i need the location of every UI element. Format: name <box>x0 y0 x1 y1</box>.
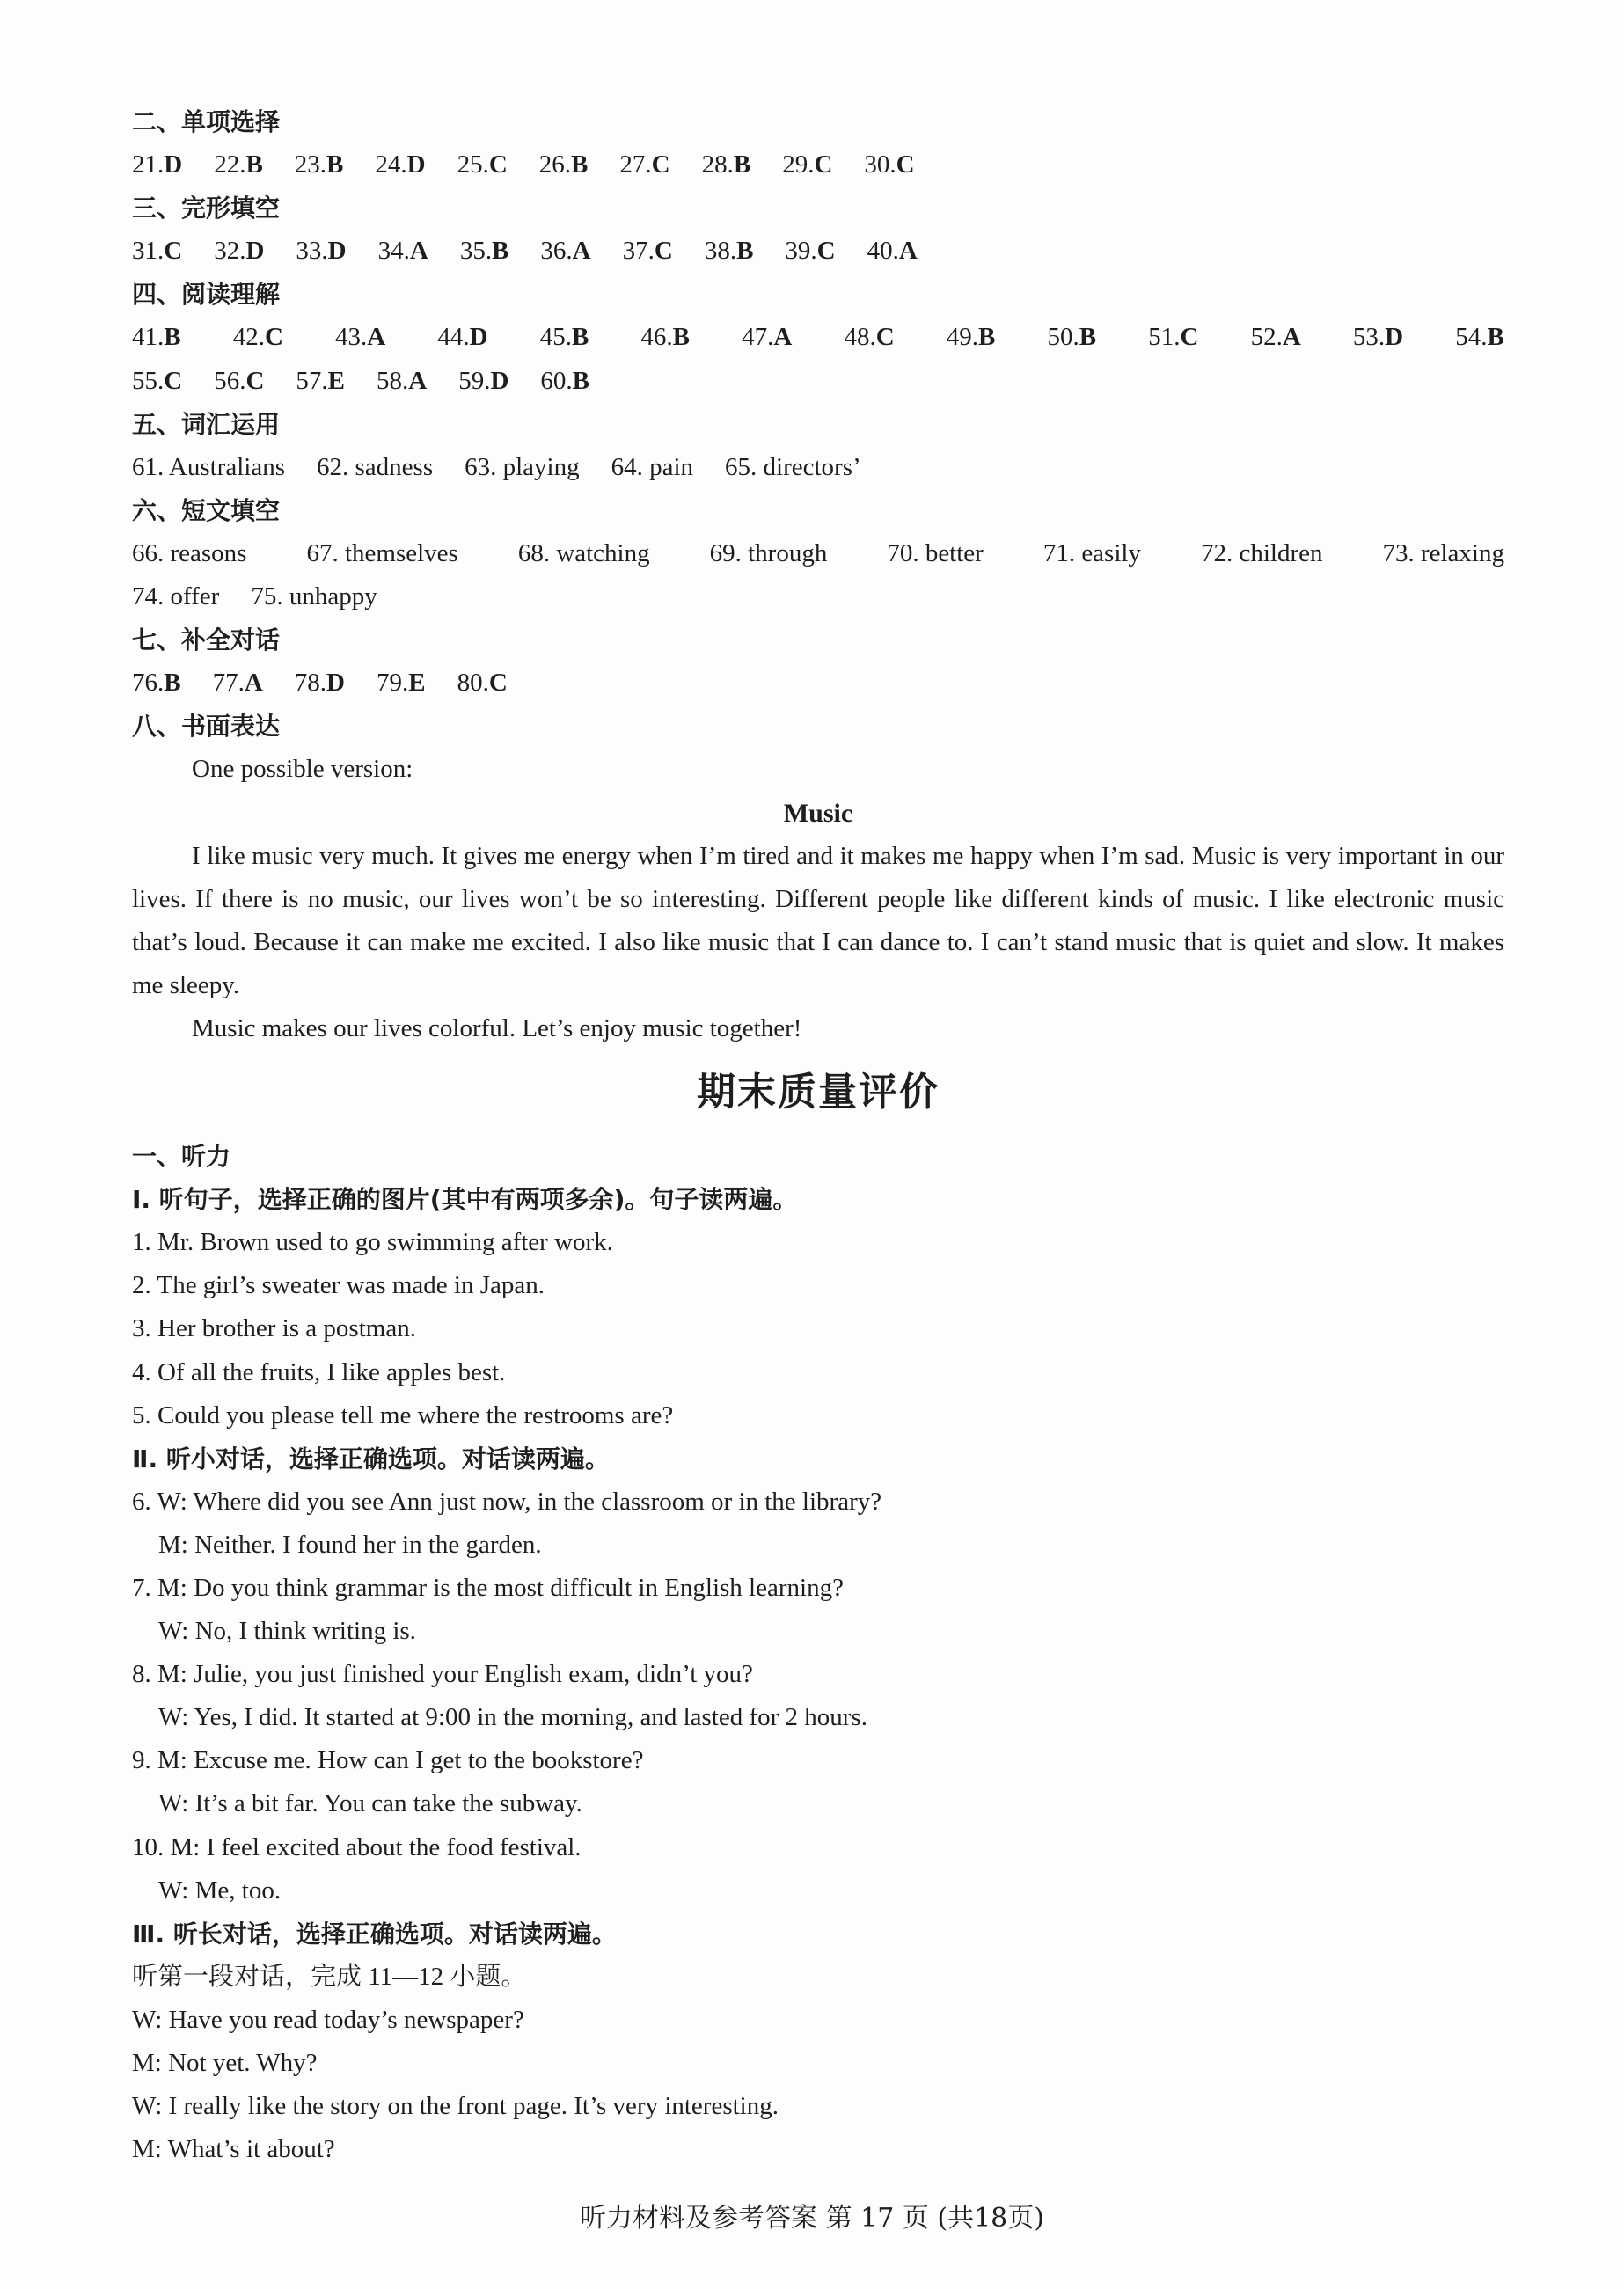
section-title-dialogue: 七、补全对话 <box>132 625 281 655</box>
dialogue-line: 9. M: Excuse me. How can I get to the bookstore? <box>132 1746 644 1775</box>
answer-item: 51.C <box>1148 323 1199 352</box>
dialogue-line: W: Me, too. <box>158 1876 282 1905</box>
content <box>132 100 1504 2171</box>
dialogue-line: 8. M: Julie, you just finished your English exam, didn’t you? <box>132 1660 753 1689</box>
essay-paragraph: Music makes our lives colorful. Let’s enjoy music together! <box>192 1013 802 1042</box>
part2-lines <box>132 1481 1504 1912</box>
page-footer: 听力材料及参考答案 第 17 页 (共18页) <box>580 2203 1044 2234</box>
dialogue-line: W: It’s a bit far. You can take the subway. <box>158 1789 582 1818</box>
text-line: 3. Her brother is a postman. <box>132 1314 416 1343</box>
answer-item: 77.A <box>212 669 263 698</box>
answer-item: 43.A <box>335 323 386 352</box>
word-answer: 75. unhappy <box>251 582 377 611</box>
part3-lines <box>132 1999 1504 2171</box>
dialogue-line: 6. W: Where did you see Ann just now, in the classroom or in the library? <box>132 1487 882 1516</box>
answer-item: 76.B <box>132 669 181 698</box>
answer-item: 25.C <box>457 150 508 179</box>
word-answer: 72. children <box>1200 538 1323 567</box>
part3-title: Ⅲ. 听长对话，选择正确选项。对话读两遍。 <box>132 1919 617 1949</box>
part1-items <box>132 1221 1504 1437</box>
answer-item: 24.D <box>375 150 426 179</box>
word-answer: 67. themselves <box>306 538 458 567</box>
answer-item: 60.B <box>540 366 589 395</box>
word-answer: 73. relaxing <box>1382 538 1504 567</box>
answer-row <box>132 143 1504 186</box>
word-row <box>132 446 1504 489</box>
answer-item: 55.C <box>132 366 183 395</box>
answer-row <box>132 230 1504 273</box>
answer-item: 41.B <box>132 323 181 352</box>
text-line: 2. The girl’s sweater was made in Japan. <box>132 1271 545 1300</box>
dialogue-line: M: Neither. I found her in the garden. <box>158 1530 542 1559</box>
dialogue-line: 10. M: I feel excited about the food festival. <box>132 1832 582 1861</box>
text-line: 4. Of all the fruits, I like apples best. <box>132 1357 506 1386</box>
essay-title: Music <box>783 798 853 828</box>
answer-item: 54.B <box>1455 323 1504 352</box>
section-title-vocabulary: 五、词汇运用 <box>132 409 281 439</box>
answer-item: 79.E <box>377 669 426 698</box>
part1-title: Ⅰ. 听句子，选择正确的图片(其中有两项多余)。句子读两遍。 <box>132 1185 798 1215</box>
listening-title: 一、听力 <box>132 1142 231 1172</box>
word-answer: 61. Australians <box>132 452 285 481</box>
dialogue-line: W: Yes, I did. It started at 9:00 in the morning, and lasted for 2 hours. <box>158 1703 867 1732</box>
word-row <box>132 575 1504 618</box>
section-title-passage-fill: 六、短文填空 <box>132 495 281 525</box>
answer-item: 36.A <box>540 237 591 266</box>
answer-row <box>132 316 1504 359</box>
section-title-reading: 四、阅读理解 <box>132 280 281 310</box>
word-answer: 70. better <box>887 538 984 567</box>
answer-item: 45.B <box>539 323 589 352</box>
answer-item: 80.C <box>457 669 508 698</box>
dialogue-line: 7. M: Do you think grammar is the most difficult in English learning? <box>132 1574 844 1602</box>
answer-item: 46.B <box>640 323 691 352</box>
answer-item: 53.D <box>1352 323 1404 352</box>
section-title-single-choice: 二、单项选择 <box>132 107 281 136</box>
answer-item: 52.A <box>1250 323 1301 352</box>
text-line: M: Not yet. Why? <box>132 2049 318 2078</box>
answer-item: 35.B <box>459 237 509 266</box>
essay-paragraph: I like music very much. It gives me energy when I’m tired and it makes me happy when I’m sad. Music is very important in our lives. If there is no music, our lives won’t be so interesting. Different people like different kinds of music. I like electronic music that’s loud. Because it can make me excited. I also like music that I can dance to. I can’t stand music that is quiet and slow. It makes me sleepy. <box>132 841 1504 999</box>
answer-row <box>132 360 1504 403</box>
word-row <box>132 532 1504 575</box>
answer-item: 59.D <box>458 366 509 395</box>
word-answer: 65. directors’ <box>725 452 861 481</box>
answer-item: 28.B <box>701 150 751 179</box>
word-answer: 68. watching <box>517 538 650 567</box>
answer-item: 49.B <box>946 323 996 352</box>
answer-item: 26.B <box>538 150 589 179</box>
text-line: M: What’s it about? <box>132 2135 335 2164</box>
part2-title: Ⅱ. 听小对话，选择正确选项。对话读两遍。 <box>132 1444 610 1474</box>
answer-item: 34.A <box>377 237 428 266</box>
text-line: 1. Mr. Brown used to go swimming after work. <box>132 1228 613 1257</box>
answer-item: 40.A <box>867 237 918 266</box>
word-answer: 64. pain <box>611 452 694 481</box>
answer-item: 27.C <box>619 150 670 179</box>
answer-item: 44.D <box>437 323 488 352</box>
answer-item: 47.A <box>742 323 793 352</box>
dialogue-line: W: No, I think writing is. <box>158 1617 416 1646</box>
word-answer: 63. playing <box>465 452 580 481</box>
answer-item: 58.A <box>377 366 428 395</box>
section-title-cloze: 三、完形填空 <box>132 194 281 223</box>
answer-item: 39.C <box>785 237 836 266</box>
answer-item: 37.C <box>622 237 673 266</box>
answer-item: 31.C <box>132 237 183 266</box>
word-answer: 66. reasons <box>132 538 247 567</box>
word-answer: 71. easily <box>1042 538 1141 567</box>
answer-item: 32.D <box>214 237 265 266</box>
answer-item: 78.D <box>294 669 345 698</box>
answer-item: 30.C <box>864 150 915 179</box>
answer-item: 22.B <box>214 150 263 179</box>
word-answer: 62. sadness <box>317 452 434 481</box>
answer-item: 21.D <box>132 150 183 179</box>
answer-row <box>132 662 1504 705</box>
answer-item: 29.C <box>782 150 833 179</box>
text-line: W: I really like the story on the front page. It’s very interesting. <box>132 2092 779 2121</box>
text-line: 5. Could you please tell me where the restrooms are? <box>132 1400 674 1430</box>
section-title-writing: 八、书面表达 <box>132 712 281 742</box>
answer-item: 38.B <box>704 237 754 266</box>
answer-item: 23.B <box>294 150 344 179</box>
answer-item: 57.E <box>296 366 345 395</box>
answer-item: 56.C <box>214 366 265 395</box>
essay-intro: One possible version: <box>192 755 413 784</box>
final-exam-title: 期末质量评价 <box>697 1070 940 1115</box>
answer-item: 33.D <box>296 237 347 266</box>
answer-item: 50.B <box>1047 323 1097 352</box>
word-answer: 74. offer <box>132 582 220 611</box>
text-line: W: Have you read today’s newspaper? <box>132 2005 524 2034</box>
part3-intro: 听第一段对话，完成 11—12 小题。 <box>132 1962 527 1991</box>
answer-item: 48.C <box>844 323 895 352</box>
word-answer: 69. through <box>709 538 828 567</box>
answer-item: 42.C <box>232 323 283 352</box>
